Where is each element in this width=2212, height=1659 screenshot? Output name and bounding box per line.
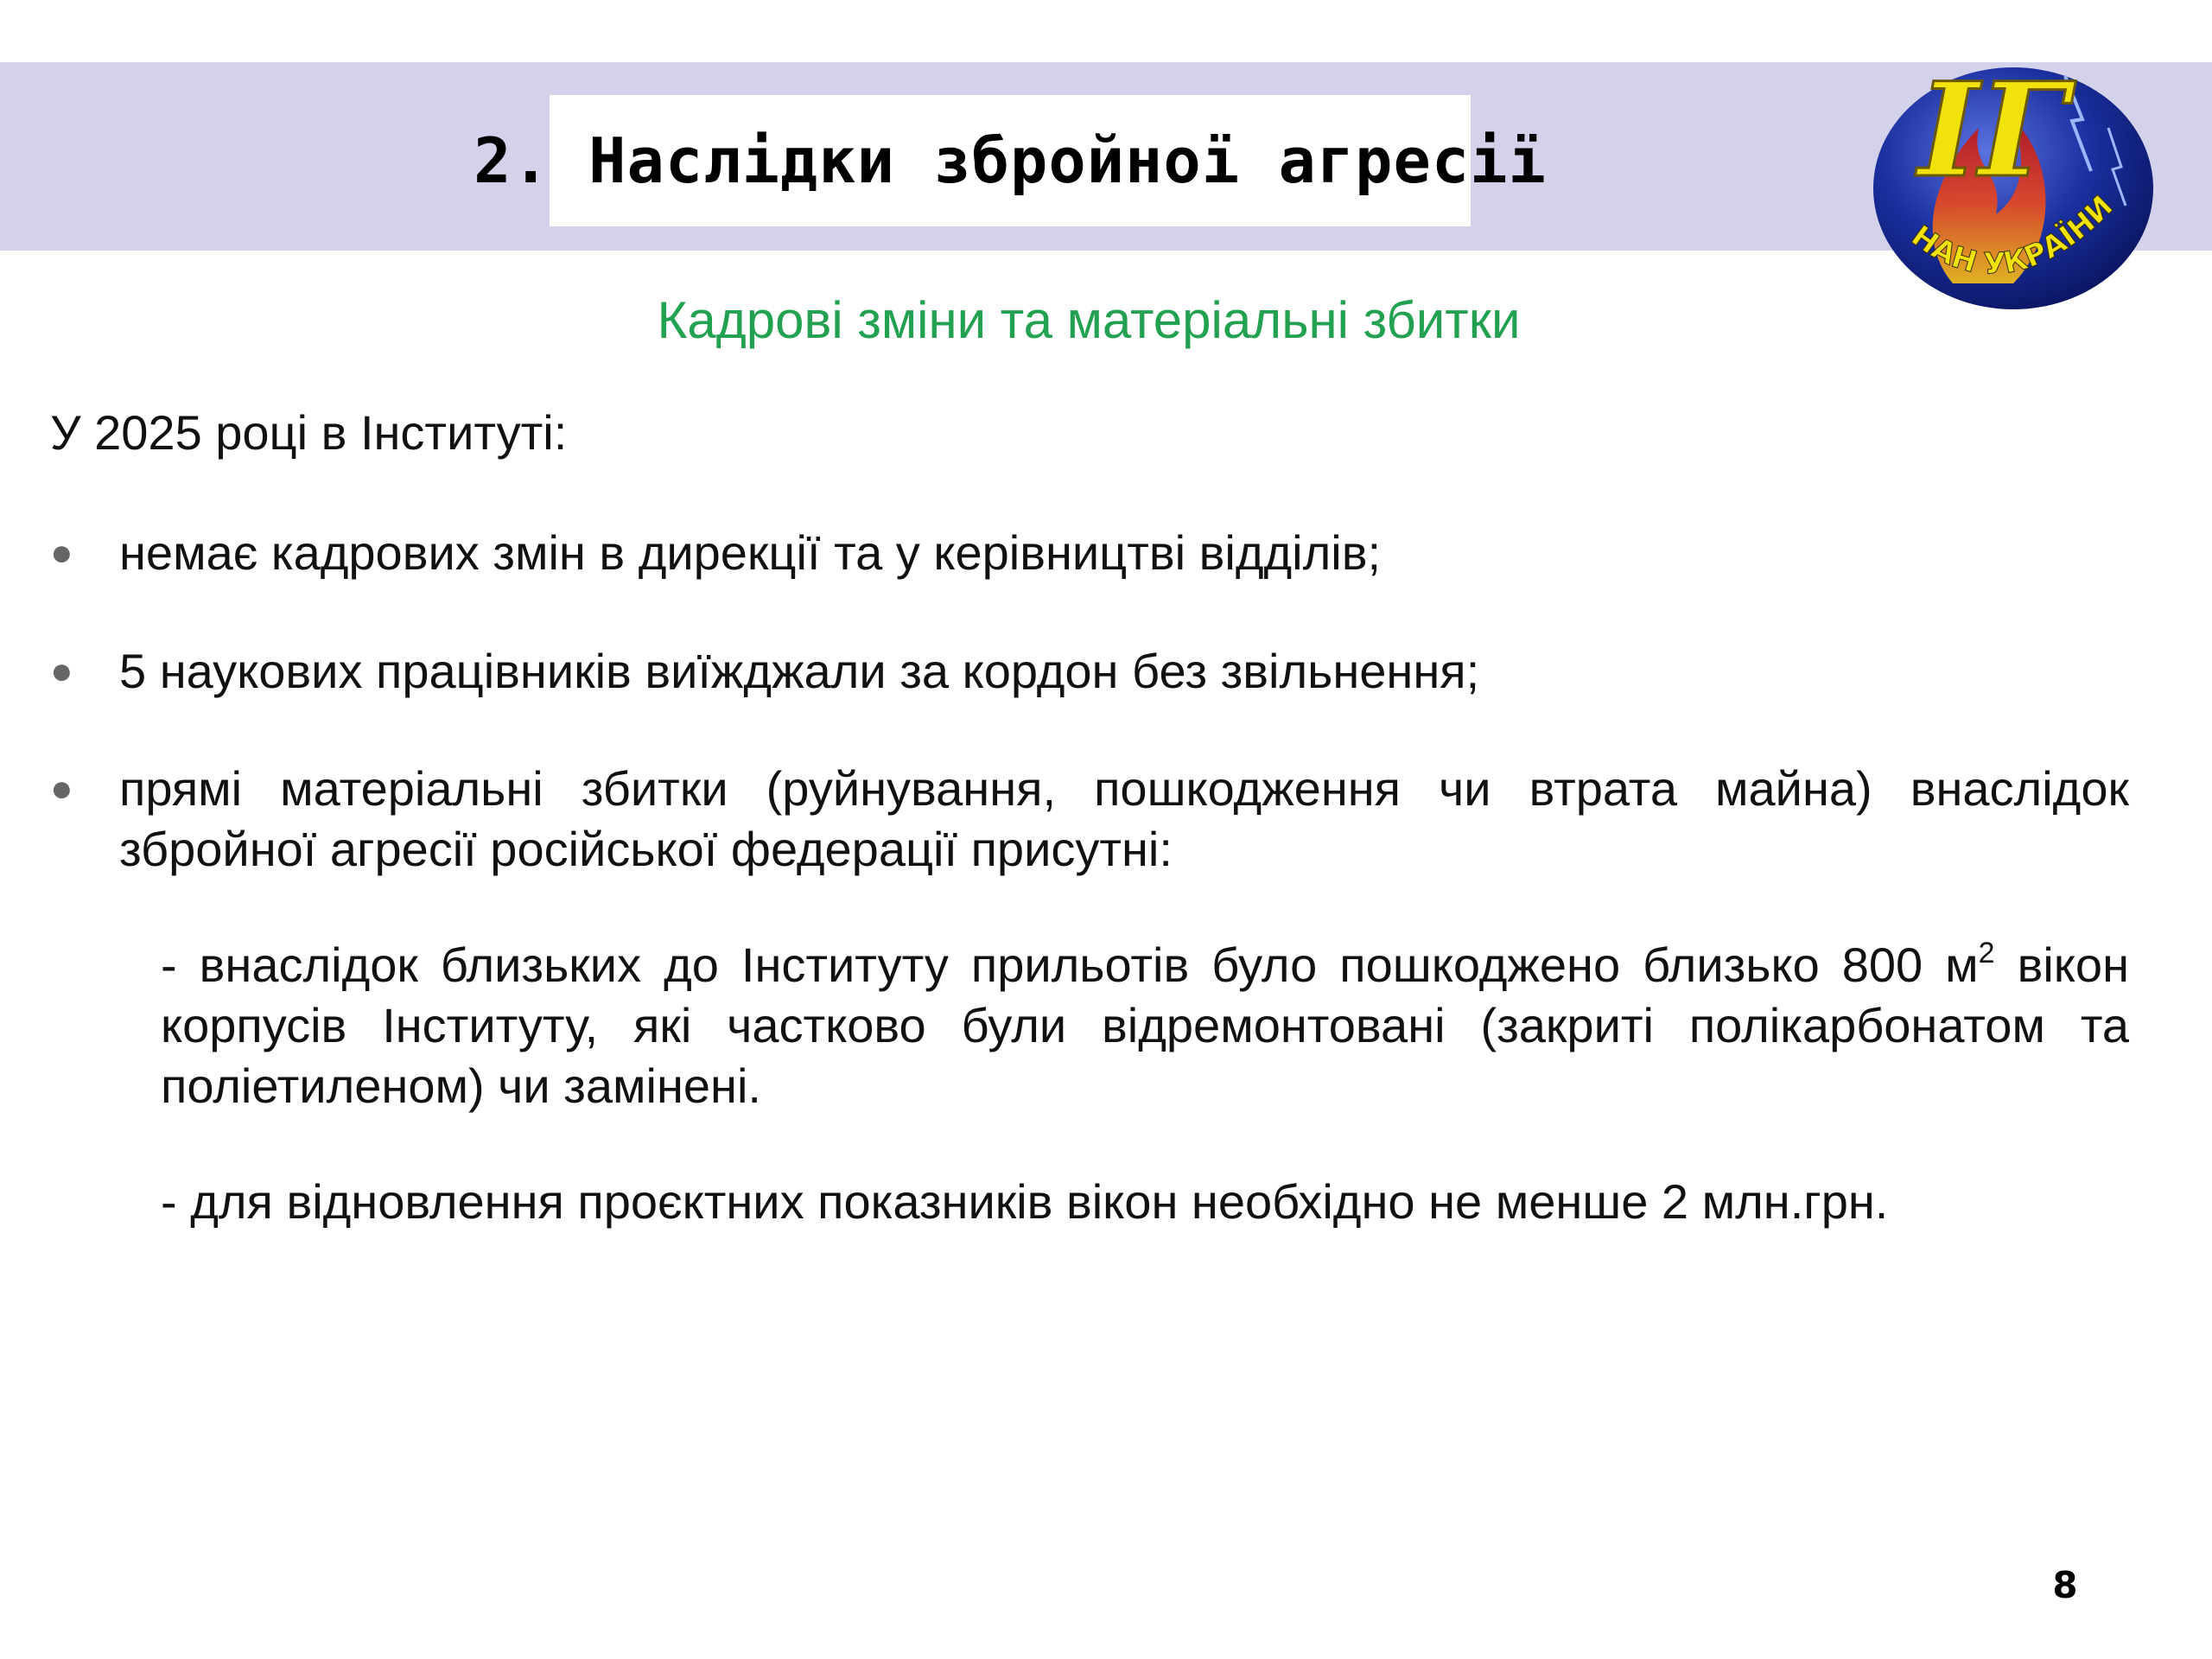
sub-item-text: вікон корпусів Інституту, які частково були відремонтовані (закриті полікарбонатом та поліетиленом) чи замінені.	[161, 938, 2129, 1113]
bullet-dot-icon: ●	[50, 531, 73, 574]
superscript: 2	[1978, 937, 1995, 969]
logo-letters: ІГ	[1918, 54, 2069, 207]
list-item-text: 5 наукових працівників виїжджали за кордон без звільнення;	[119, 644, 1480, 698]
list-item	[50, 523, 2129, 583]
list-item-text: прямі матеріальні збитки (руйнування, пошкодження чи втрата майна) внаслідок збройної агресії російської федерації присутні:	[119, 761, 2129, 876]
list-item-text: немає кадрових змін в дирекції та у керівництві відділів;	[119, 525, 1382, 580]
sub-item-windows-damage	[161, 935, 2129, 1116]
logo-ring-text: НАН УКРАЇНИ	[1904, 188, 2120, 282]
list-item	[50, 759, 2129, 880]
sub-item-text: - внаслідок близьких до Інституту прильотів було пошкоджено близько 800 м	[161, 938, 1979, 992]
intro-text: У 2025 році в Інституті:	[50, 405, 568, 460]
slide-title: 2. Наслідки збройної агресії	[474, 124, 1547, 197]
list-item	[50, 641, 2129, 702]
bullet-dot-icon: ●	[50, 767, 73, 810]
bullet-dot-icon: ●	[50, 650, 73, 692]
sub-item-restoration-cost: - для відновлення проєктних показників вікон необхідно не менше 2 млн.грн.	[161, 1174, 1889, 1229]
institute-logo-icon	[1849, 24, 2160, 327]
slide-subtitle: Кадрові зміни та матеріальні збитки	[657, 291, 1521, 349]
page-number: 8	[2052, 1564, 2078, 1606]
title-box	[474, 95, 1547, 226]
